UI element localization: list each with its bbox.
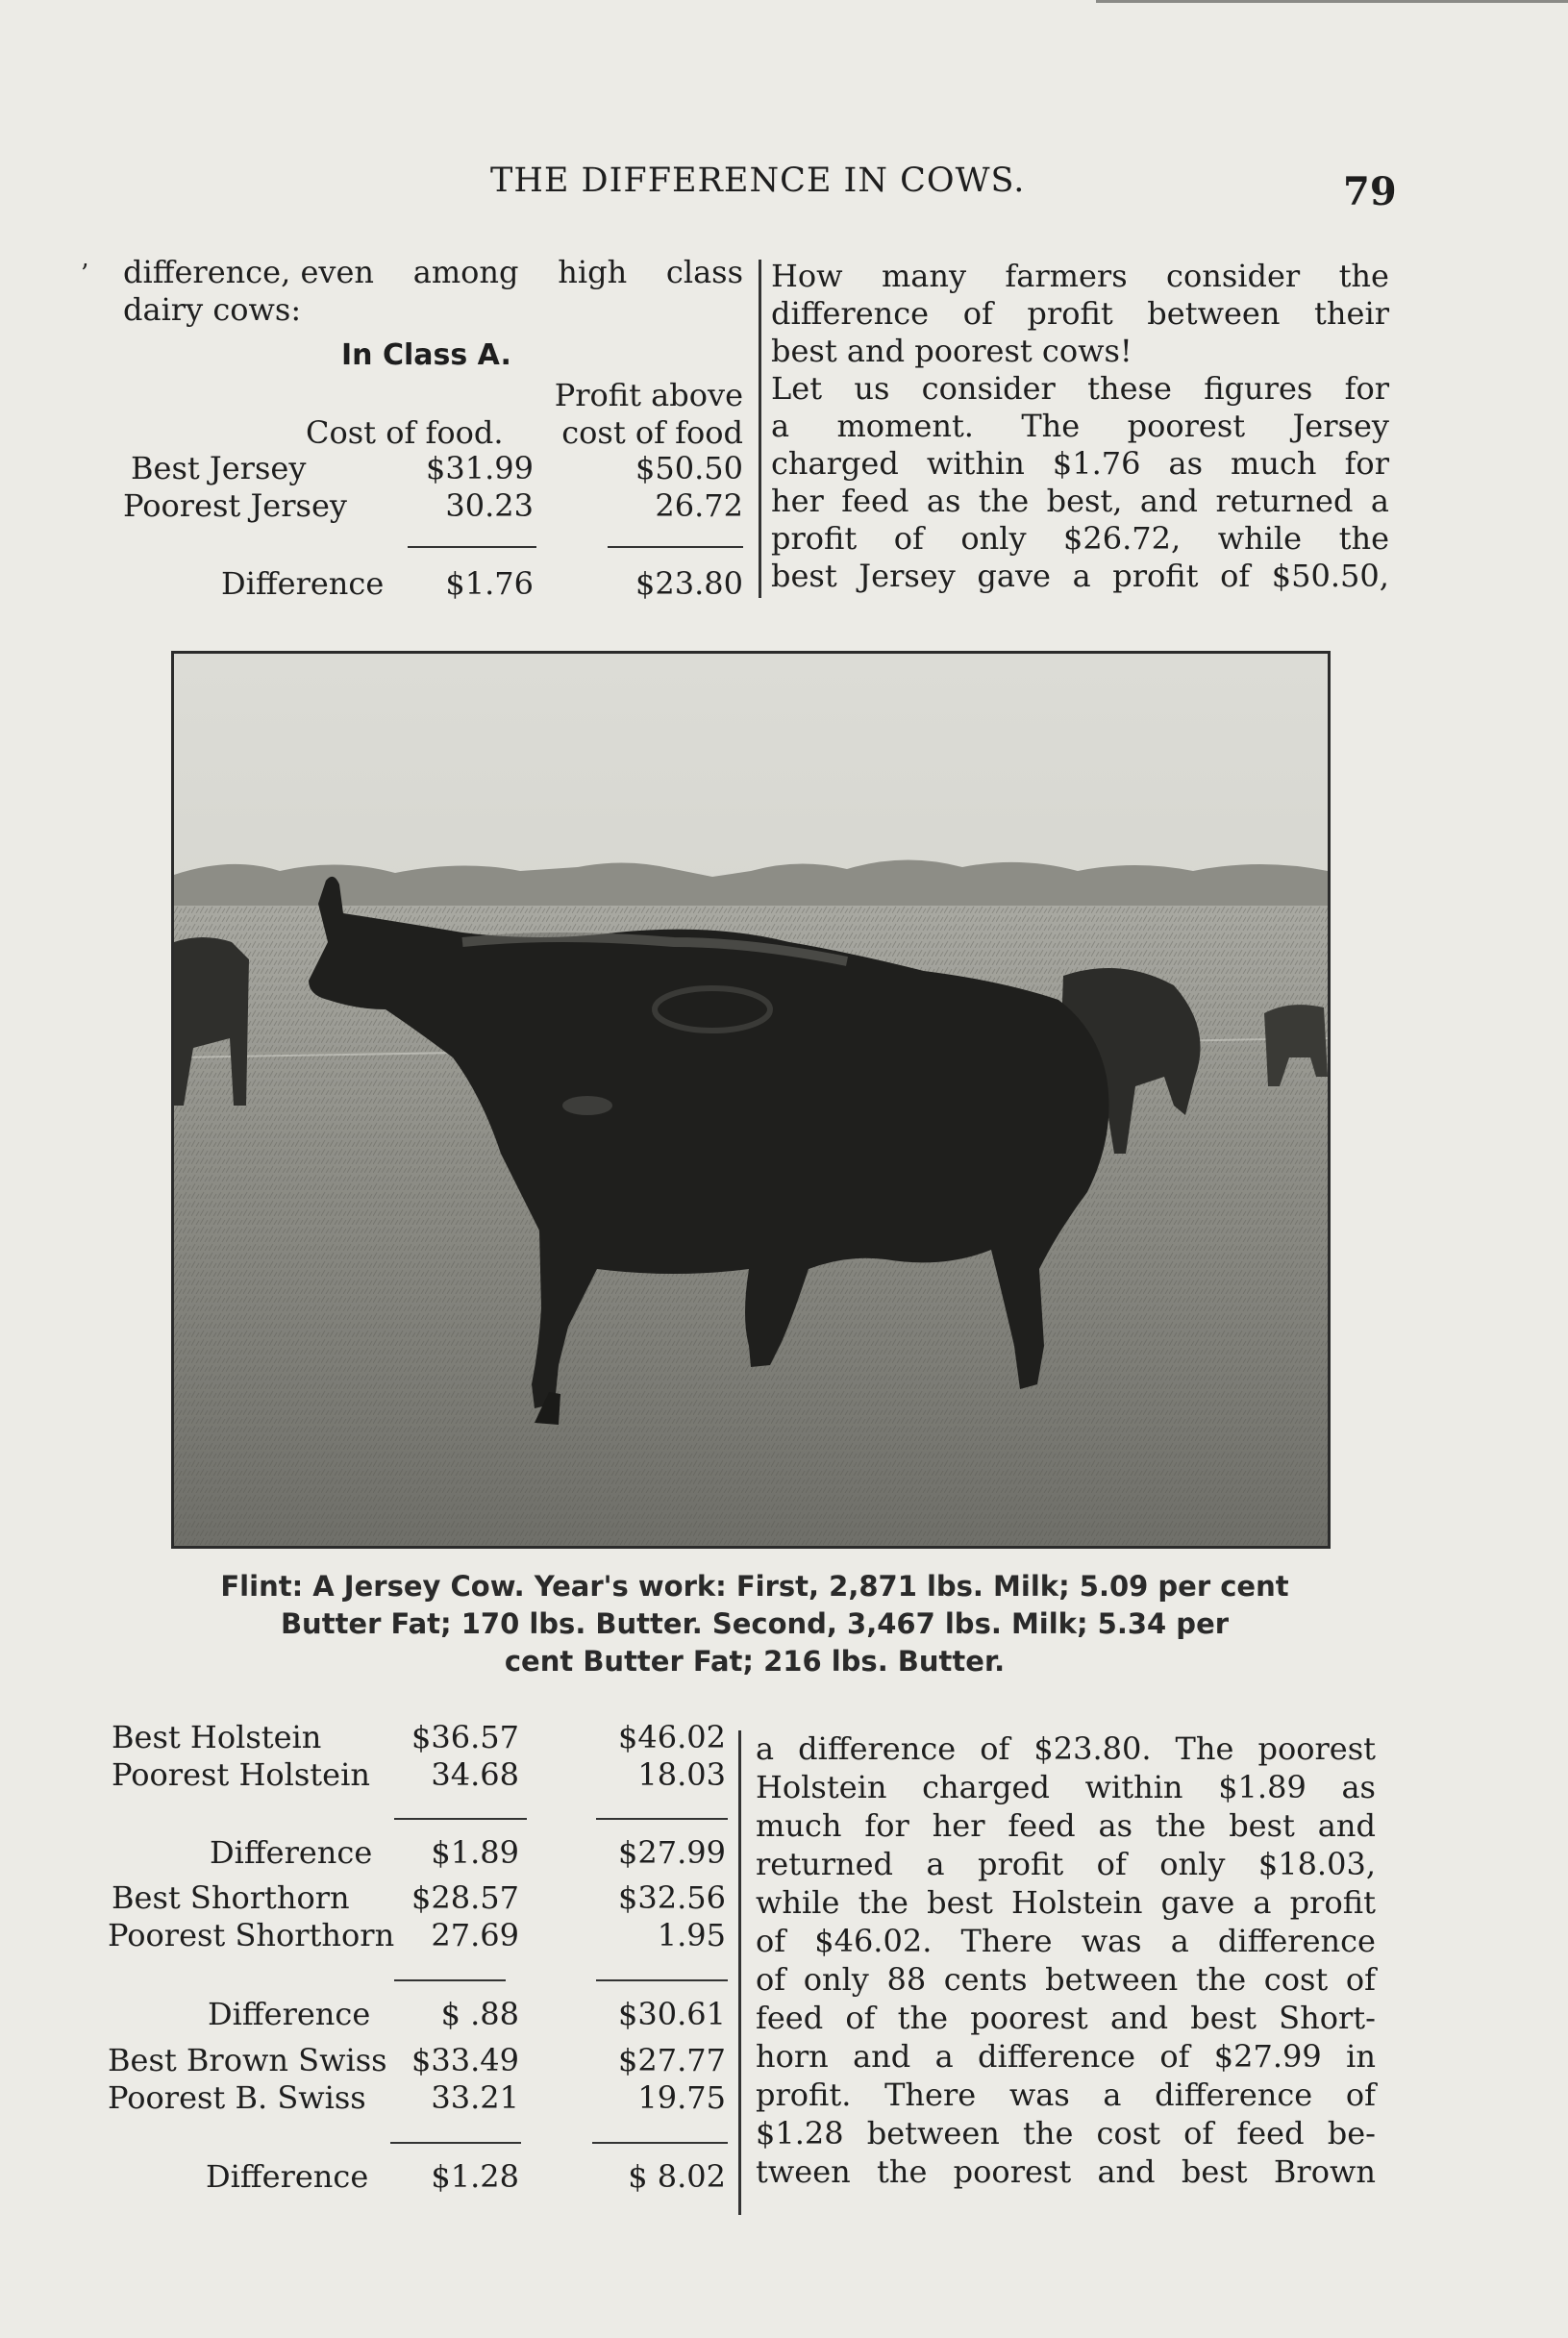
text-line	[771, 408, 1389, 445]
word: only	[1159, 1846, 1226, 1882]
word: Short-	[1279, 2000, 1376, 2036]
sum-rule	[596, 1979, 728, 1981]
text-line	[756, 1730, 1376, 1769]
word: $1.76	[1052, 445, 1141, 482]
row-profit: $50.50	[635, 450, 743, 486]
word: feed	[841, 483, 909, 519]
word: profit	[771, 520, 858, 557]
sum-rule	[608, 546, 743, 548]
word: The	[1175, 1730, 1234, 1767]
word: $50.50,	[1271, 558, 1389, 594]
text-line	[756, 2038, 1376, 2077]
word: returned	[1215, 483, 1354, 519]
word: us	[854, 370, 890, 407]
row-profit: 26.72	[655, 487, 743, 524]
word: a	[1170, 1923, 1189, 1959]
difference-profit: $30.61	[618, 1996, 726, 2032]
word: returned	[756, 1846, 894, 1882]
word: within	[926, 445, 1025, 482]
top-right-paragraph	[771, 258, 1389, 595]
word: Holstein	[1011, 1884, 1143, 1921]
row-cost: $33.49	[411, 2042, 519, 2078]
word: $27.99	[1213, 2038, 1322, 2075]
word: best	[1229, 1807, 1295, 1844]
word: of	[1159, 2038, 1190, 2075]
sum-rule	[394, 1818, 527, 1820]
word: of	[1220, 558, 1251, 594]
word: difference	[798, 1730, 957, 1767]
text-line	[756, 2115, 1376, 2153]
word: and	[1317, 1807, 1376, 1844]
word: difference	[1217, 1923, 1376, 1959]
word: the	[877, 2153, 928, 2190]
word: the	[1195, 1961, 1247, 1998]
word: as	[1341, 1769, 1376, 1805]
cost-column-header: Cost of food.	[306, 414, 504, 451]
text-line	[756, 1923, 1376, 1961]
sum-rule	[390, 2142, 521, 2144]
word: profit	[1289, 1884, 1376, 1921]
text-line	[756, 1961, 1376, 2000]
word: within	[1084, 1769, 1183, 1805]
photo-caption-line-2: Butter Fat; 170 lbs. Butter. Second, 3,467 lbs. Milk; 5.34 per	[280, 1607, 1230, 1640]
row-cost: 33.21	[431, 2079, 519, 2116]
word: best	[1190, 2000, 1257, 2036]
word: the	[1338, 520, 1389, 557]
word: feed	[1008, 1807, 1076, 1844]
row-profit: 18.03	[637, 1756, 726, 1793]
row-cost: 34.68	[431, 1756, 519, 1793]
text-line	[771, 258, 1389, 295]
word: The	[1021, 408, 1081, 444]
word: poorest	[1257, 1730, 1376, 1767]
text-line	[771, 333, 1389, 370]
word: between	[866, 2115, 1000, 2151]
word: Jersey	[1292, 408, 1389, 444]
word: among	[412, 254, 519, 290]
word: best,	[1046, 483, 1123, 519]
word: and	[1139, 483, 1199, 519]
text-line	[771, 520, 1389, 558]
word: a	[1103, 2077, 1122, 2113]
word: gave	[1160, 1884, 1235, 1921]
word: $1.28	[756, 2115, 844, 2151]
word: farmers	[1005, 258, 1128, 294]
word: $18.03,	[1257, 1846, 1376, 1882]
word: a	[1253, 1884, 1272, 1921]
margin-mark: ’	[81, 260, 89, 288]
photo-caption-line-1: Flint: A Jersey Cow. Year's work: First, 2,871 lbs. Milk; 5.09 per cent	[220, 1570, 1289, 1603]
word: while	[756, 1884, 840, 1921]
row-cost: 30.23	[445, 487, 534, 524]
word: consider	[1166, 258, 1301, 294]
difference-label: Difference	[210, 1834, 373, 1871]
profit-column-header-1: Profit above	[554, 377, 743, 413]
word: difference	[771, 295, 930, 332]
word: the	[978, 483, 1030, 519]
word: $46.02.	[814, 1923, 933, 1959]
word: the	[1023, 2115, 1074, 2151]
word: feed	[756, 2000, 824, 2036]
row-label: Poorest B. Swiss	[108, 2079, 366, 2116]
word: the	[1338, 258, 1389, 294]
word: of	[756, 1961, 786, 1998]
row-cost: $28.57	[411, 1879, 519, 1916]
word: of	[893, 520, 924, 557]
word: of	[1345, 1961, 1376, 1998]
row-profit: $32.56	[618, 1879, 726, 1916]
word: Brown	[1273, 2153, 1376, 2190]
text-line	[756, 1846, 1376, 1884]
text-line	[756, 1807, 1376, 1846]
word: be-	[1327, 2115, 1376, 2151]
word: feed	[1236, 2115, 1305, 2151]
word: How	[771, 258, 843, 294]
word: as	[1168, 445, 1203, 482]
difference-cost: $1.28	[431, 2158, 519, 2195]
word: the	[897, 2000, 949, 2036]
word: horn	[756, 2038, 829, 2075]
word: many	[881, 258, 967, 294]
sum-rule	[394, 1979, 506, 1981]
word: of	[962, 295, 993, 332]
word: of	[756, 1923, 786, 1959]
bottom-right-paragraph	[756, 1730, 1376, 2192]
row-profit: $46.02	[618, 1719, 726, 1755]
word: was	[1081, 1923, 1142, 1959]
page-number: 79	[1343, 169, 1397, 214]
word: of	[1183, 2115, 1214, 2151]
column-divider	[759, 260, 761, 598]
word: between	[1045, 1961, 1179, 1998]
word: best	[771, 558, 837, 594]
text-line	[771, 445, 1389, 483]
word: cents	[943, 1961, 1028, 1998]
word: the	[1155, 1807, 1207, 1844]
word: best and poorest cows!	[771, 333, 1132, 369]
word: and	[1109, 2000, 1169, 2036]
word: Holstein	[756, 1769, 887, 1805]
word: class	[665, 254, 743, 290]
row-cost: 27.69	[431, 1917, 519, 1953]
word: only	[803, 1961, 869, 1998]
word: gave	[977, 558, 1051, 594]
word: and	[1097, 2153, 1156, 2190]
word: poorest	[970, 2000, 1088, 2036]
difference-cost: $1.76	[445, 565, 534, 602]
word: profit	[1027, 295, 1113, 332]
text-line	[756, 2000, 1376, 2038]
word: their	[1314, 295, 1389, 332]
word: tween	[756, 2153, 851, 2190]
word: her	[771, 483, 824, 519]
text-line	[771, 483, 1389, 520]
word: consider	[921, 370, 1056, 407]
word: of	[845, 2000, 876, 2036]
word: of	[1345, 2077, 1376, 2113]
word: 88	[886, 1961, 927, 1998]
text-line	[771, 370, 1389, 408]
word: best	[1181, 2153, 1248, 2190]
word: difference	[1155, 2077, 1313, 2113]
word: while	[1217, 520, 1303, 557]
word: only	[960, 520, 1027, 557]
word: figures	[1204, 370, 1313, 407]
word: cost	[1096, 2115, 1161, 2151]
word: a	[1370, 483, 1389, 519]
sum-rule	[592, 2142, 728, 2144]
word: for	[1344, 445, 1389, 482]
word: a	[934, 2038, 954, 2075]
profit-column-header-2: cost of food	[561, 414, 743, 451]
word: a	[756, 1730, 775, 1767]
column-divider	[738, 1730, 741, 2215]
word: as	[926, 483, 961, 519]
running-header: THE DIFFERENCE IN COWS.	[490, 162, 1026, 200]
word: a	[771, 408, 790, 444]
word: cost	[1263, 1961, 1329, 1998]
word: of	[980, 1730, 1010, 1767]
word: for	[1344, 370, 1389, 407]
word: in	[1346, 2038, 1376, 2075]
word: between	[1147, 295, 1281, 332]
difference-profit: $27.99	[618, 1834, 726, 1871]
word: these	[1087, 370, 1172, 407]
difference-cost: $ .88	[440, 1996, 519, 2032]
photo-caption-line-3: cent Butter Fat; 216 lbs. Butter.	[504, 1645, 1006, 1678]
text-line	[756, 1769, 1376, 1807]
difference-label: Difference	[221, 565, 385, 602]
page-top-edge	[1096, 0, 1568, 3]
row-label: Poorest Jersey	[123, 487, 347, 524]
word: of	[1096, 1846, 1127, 1882]
row-profit: 19.75	[637, 2079, 726, 2116]
row-cost: $36.57	[411, 1719, 519, 1755]
text-line	[756, 1884, 1376, 1923]
jersey-cow-photo	[171, 651, 1331, 1549]
word: There	[960, 1923, 1053, 1959]
word: $1.89	[1218, 1769, 1307, 1805]
row-label: Best Shorthorn	[112, 1879, 350, 1916]
row-label: Poorest Shorthorn	[108, 1917, 395, 1953]
difference-profit: $23.80	[635, 565, 743, 602]
word: difference	[977, 2038, 1136, 2075]
text-line	[771, 558, 1389, 595]
word: a	[926, 1846, 945, 1882]
text-line	[771, 295, 1389, 333]
word: profit	[1112, 558, 1199, 594]
row-label: Best Brown Swiss	[108, 2042, 387, 2078]
word: the	[858, 1884, 908, 1921]
word: poorest	[1127, 408, 1246, 444]
row-profit: $27.77	[618, 2042, 726, 2078]
word: charged	[771, 445, 899, 482]
intro-line-1	[123, 254, 743, 291]
difference-profit: $ 8.02	[628, 2158, 726, 2195]
word: a	[1072, 558, 1091, 594]
text-line	[756, 2077, 1376, 2115]
row-profit: 1.95	[657, 1917, 726, 1953]
text-line	[756, 2153, 1376, 2192]
row-label: Best Holstein	[112, 1719, 322, 1755]
word: Let	[771, 370, 823, 407]
row-cost: $31.99	[426, 450, 534, 486]
word: charged	[922, 1769, 1050, 1805]
difference-label: Difference	[206, 2158, 369, 2195]
word: profit.	[756, 2077, 852, 2113]
class-a-heading: In Class A.	[341, 338, 511, 372]
word: poorest	[953, 2153, 1072, 2190]
word: for	[864, 1807, 909, 1844]
word: her	[932, 1807, 985, 1844]
word: difference, even	[123, 254, 374, 290]
sum-rule	[408, 546, 536, 548]
word: and	[853, 2038, 911, 2075]
sum-rule	[596, 1818, 728, 1820]
word: much	[1231, 445, 1317, 482]
word: as	[1098, 1807, 1132, 1844]
word: best	[927, 1884, 993, 1921]
word: $23.80.	[1033, 1730, 1152, 1767]
word: Jersey	[859, 558, 956, 594]
word: moment.	[836, 408, 974, 444]
difference-cost: $1.89	[431, 1834, 519, 1871]
row-label: Best Jersey	[131, 450, 307, 486]
word: much	[756, 1807, 842, 1844]
word: high	[558, 254, 628, 290]
word: was	[1008, 2077, 1070, 2113]
row-label: Poorest Holstein	[112, 1756, 370, 1793]
word: $26.72,	[1063, 520, 1182, 557]
difference-label: Difference	[208, 1996, 371, 2032]
word: There	[884, 2077, 977, 2113]
intro-line-2: dairy cows:	[123, 291, 302, 328]
word: profit	[977, 1846, 1064, 1882]
